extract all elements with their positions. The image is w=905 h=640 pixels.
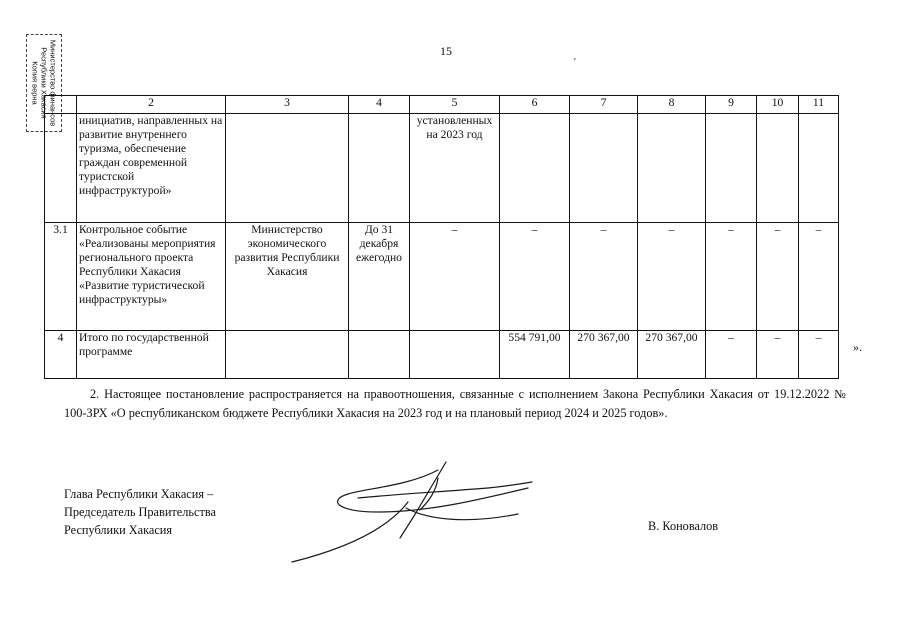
cell-deadline [349,114,410,223]
program-table [44,95,839,379]
scan-speck: ' [574,57,576,68]
cell-col10: – [757,331,799,379]
closing-quote: ». [853,340,862,354]
cell-number: 3.1 [45,223,77,331]
cell-executor [226,331,349,379]
header-cell: 3 [226,96,349,114]
cell-col5 [410,331,500,379]
header-cell: 10 [757,96,799,114]
header-cell: 8 [638,96,706,114]
cell-col8 [638,114,706,223]
signer-name: В. Коновалов [648,519,719,533]
handwritten-signature [288,458,568,568]
cell-col7: 270 367,00 [570,331,638,379]
cell-col6: 554 791,00 [500,331,570,379]
header-cell: 9 [706,96,757,114]
cell-col9 [706,114,757,223]
cell-col11: – [799,331,839,379]
cell-number [45,114,77,223]
cell-col5: установленных на 2023 год [410,114,500,223]
cell-col5: – [410,223,500,331]
cell-name: Итого по государственной программе [77,331,226,379]
header-cell: 2 [77,96,226,114]
clause-paragraph: 2. Настоящее постановление распространяется на правоотношения, связанные с исполнением Закона Республики Хакасия от 19.12.2022 № 100-ЗРХ «О республиканском бюджете Республики Хакасия на 2023 год и на плановый период 2024 и 2025 годов». [64,387,846,420]
cell-name: Контрольное событие «Реализованы мероприятия регионального проекта Республики Хакасия «Развитие туристической инфраструктуры» [77,223,226,331]
cell-col6: – [500,223,570,331]
page-number: 15 [440,44,452,58]
header-cell [45,96,77,114]
cell-col7 [570,114,638,223]
cell-col8: – [638,223,706,331]
cell-col11 [799,114,839,223]
header-cell: 6 [500,96,570,114]
cell-col10 [757,114,799,223]
table-row [45,223,839,331]
cell-col7: – [570,223,638,331]
cell-col10: – [757,223,799,331]
header-cell: 4 [349,96,410,114]
header-cell: 7 [570,96,638,114]
header-cell: 5 [410,96,500,114]
cell-executor: Министерство экономического развития Республики Хакасия [226,223,349,331]
header-cell: 11 [799,96,839,114]
cell-col9: – [706,331,757,379]
cell-number: 4 [45,331,77,379]
cell-col11: – [799,223,839,331]
cell-name: инициатив, направленных на развитие внутреннего туризма, обеспечение граждан современной туристской инфраструктурой» [77,114,226,223]
cell-col9: – [706,223,757,331]
table-header-row [45,96,839,114]
cell-deadline: До 31 декабря ежегодно [349,223,410,331]
signer-title: Глава Республики Хакасия – Председатель Правительства Республики Хакасия [64,487,216,537]
cell-executor [226,114,349,223]
table-row [45,114,839,223]
cell-deadline [349,331,410,379]
table-row [45,331,839,379]
stamp-text: Министерство финансов Республики Хакасия Копия верна [30,39,58,127]
cell-col6 [500,114,570,223]
cell-col8: 270 367,00 [638,331,706,379]
